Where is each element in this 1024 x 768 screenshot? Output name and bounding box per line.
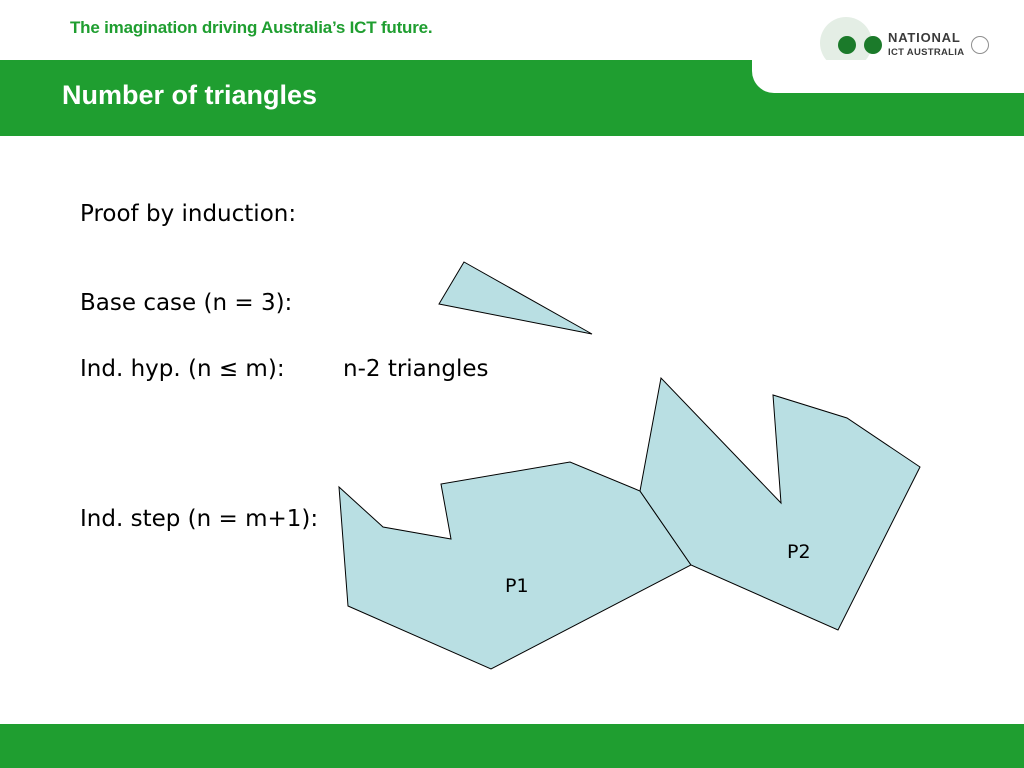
footer-band bbox=[0, 724, 1024, 768]
logo-text-ict-australia: ICT AUSTRALIA bbox=[888, 47, 965, 58]
ind-hyp-label: Ind. hyp. (n ≤ m): bbox=[80, 356, 285, 382]
proof-heading: Proof by induction: bbox=[80, 201, 297, 227]
logo-text-national: NATIONAL bbox=[888, 30, 961, 45]
slide-title: Number of triangles bbox=[62, 80, 318, 110]
p1-label: P1 bbox=[505, 575, 529, 597]
tagline: The imagination driving Australia’s ICT future. bbox=[70, 18, 433, 37]
ind-step-label: Ind. step (n = m+1): bbox=[80, 506, 319, 532]
p2-label: P2 bbox=[787, 541, 811, 563]
ind-hyp-result: n-2 triangles bbox=[343, 356, 489, 382]
polygon-p1 bbox=[339, 462, 691, 669]
base-case-label: Base case (n = 3): bbox=[80, 290, 293, 316]
polygon-p2 bbox=[640, 378, 920, 630]
base-case-triangle bbox=[439, 262, 592, 334]
